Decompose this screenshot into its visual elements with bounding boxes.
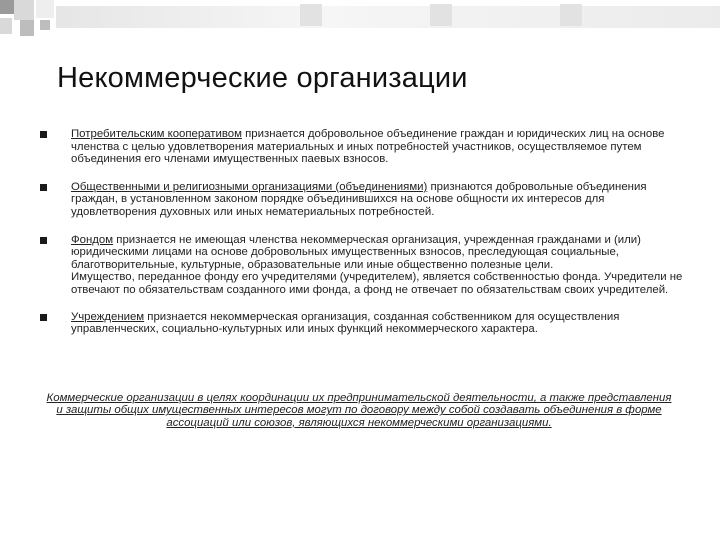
term: Фондом <box>71 233 114 246</box>
bullet-square-icon <box>40 314 47 321</box>
deco-square <box>36 0 54 18</box>
term: Потребительским кооперативом <box>71 128 242 140</box>
deco-square <box>300 4 322 26</box>
definition-text: признается добровольное объединение граждан и юридических лиц на основе членства с целью удовлетворения материальных и иных потребностей участников, осуществляемое путем объединения его членами имущественных паевых взносов. <box>71 128 665 166</box>
deco-square <box>0 0 14 14</box>
page-title: Некоммерческие организации <box>57 62 468 94</box>
deco-square <box>14 0 34 20</box>
definition-text-extra: Имущество, переданное фонду его учредителями (учредителем), является собственностью фонда. Учредители не отвечают по обязательствам созданного ими фонда, а фонд не отвечает по обязательствам своих учредителей. <box>71 271 683 296</box>
bullet-square-icon <box>40 237 47 244</box>
term: Учреждением <box>71 310 145 323</box>
bullet-square-icon <box>40 184 47 191</box>
list-item <box>38 311 688 336</box>
list-item <box>38 128 688 166</box>
definition-text: признается некоммерческая организация, созданная собственником для осуществления управленческих, социально-культурных или иных функций некоммерческого характера. <box>71 310 620 336</box>
deco-square <box>40 20 50 30</box>
deco-band <box>56 6 720 28</box>
deco-square <box>20 20 34 36</box>
definition-text: признается не имеющая членства некоммерческая организация, учрежденная гражданами и (или) юридическими лицами на основе добровольных имущественных взносов, преследующая социальные, благотворительные, культурные, образовательные или иные общественно полезные цели. <box>71 233 641 271</box>
list-item <box>38 181 688 219</box>
list-item <box>38 234 688 297</box>
bullet-square-icon <box>40 131 47 138</box>
term: Общественными и религиозными организациями (объединениями) <box>71 180 428 193</box>
definitions-list <box>38 128 688 336</box>
deco-square <box>0 18 12 34</box>
deco-square <box>430 4 452 26</box>
deco-square <box>560 4 582 26</box>
footer-note: Коммерческие организации в целях координации их предпринимательской деятельности, а также представления и защиты общих имущественных интересов могут по договору между собой создавать объединения в форме ассоциаций или союзов, являющихся некоммерческими организациями. <box>46 392 672 429</box>
definition-text: признаются добровольные объединения граждан, в установленном законом порядке объединившихся на основе общности их интересов для удовлетворения духовных или иных нематериальных потребностей. <box>71 180 647 218</box>
